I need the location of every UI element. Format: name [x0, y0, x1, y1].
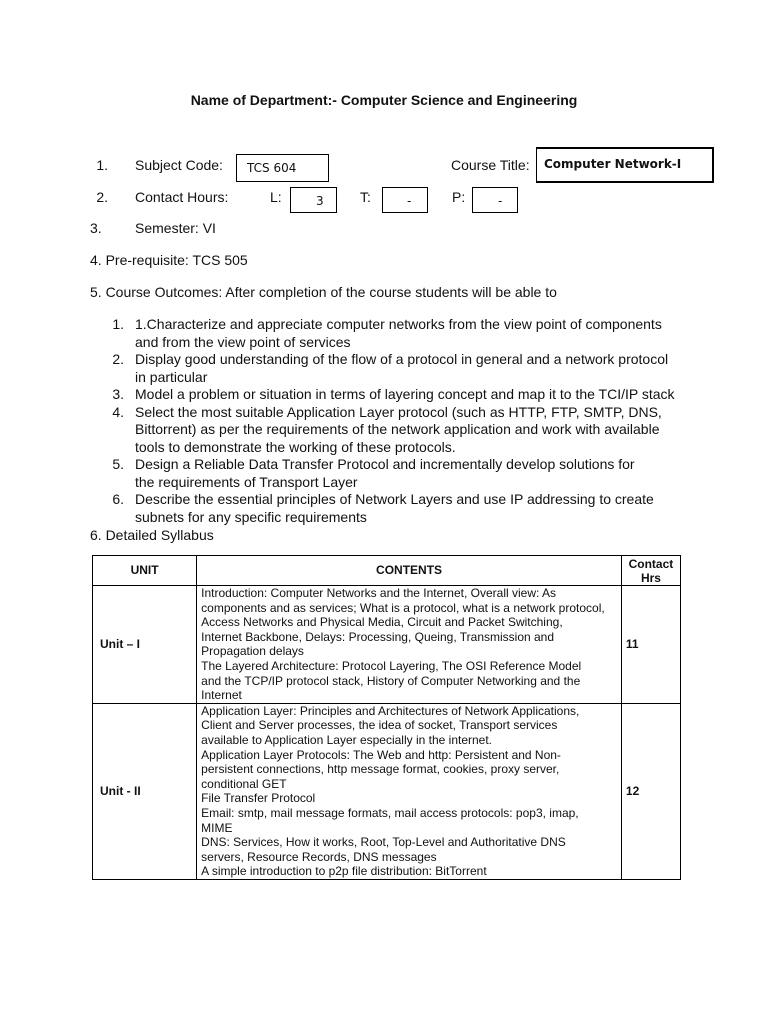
p-label: P: — [452, 189, 466, 205]
contents-line: Internet — [201, 688, 242, 703]
subject-code-value: TCS 604 — [247, 161, 297, 175]
p-field — [472, 187, 518, 213]
semester-label: Semester: VI — [135, 220, 216, 236]
outcome-item — [106, 316, 676, 351]
item-number-1: 1. — [96, 157, 108, 173]
contents-cell — [197, 703, 622, 879]
outcome-line: in particular — [135, 368, 208, 385]
contents-line: Application Layer Protocols: The Web and http: Persistent and Non- — [201, 747, 561, 762]
course-outcomes-list — [106, 316, 676, 526]
contents-line: Application Layer: Principles and Architectures of Network Applications, — [201, 703, 580, 718]
course-title-value: Computer Network-I — [544, 157, 682, 171]
p-value: - — [498, 194, 503, 208]
outcome-item — [106, 404, 676, 457]
t-label: T: — [360, 189, 371, 205]
contents-line: Internet Backbone, Delays: Processing, Queing, Transmission and — [201, 629, 555, 644]
contents-line: and the TCP/IP protocol stack, History of Computer Networking and the — [201, 673, 581, 688]
item-number-3: 3. — [90, 220, 102, 236]
contents-line: components and as services; What is a protocol, what is a network protocol, — [201, 600, 605, 615]
outcome-line: 1.Characterize and appreciate computer networks from the view point of components — [135, 316, 662, 332]
contents-line: The Layered Architecture: Protocol Layering, The OSI Reference Model — [201, 658, 582, 673]
course-outcomes-heading: 5. Course Outcomes: After completion of the course students will be able to — [90, 284, 557, 300]
contents-line: persistent connections, http message format, cookies, proxy server, — [201, 762, 560, 777]
contents-line: available to Application Layer especially in the internet. — [201, 732, 493, 747]
outcome-item — [106, 491, 676, 526]
table-row — [93, 586, 681, 704]
outcome-item — [106, 386, 676, 404]
course-title-label: Course Title: — [451, 157, 530, 173]
contents-column-header: CONTENTS — [197, 556, 622, 586]
outcome-line: Select the most suitable Application Layer protocol (such as HTTP, FTP, SMTP, DNS, — [135, 403, 662, 420]
contents-line: File Transfer Protocol — [201, 791, 316, 806]
t-field — [382, 187, 428, 213]
unit-cell: Unit - II — [93, 703, 197, 879]
outcome-item — [106, 456, 676, 491]
l-label: L: — [270, 189, 282, 205]
outcome-number: 1. — [112, 316, 124, 332]
outcome-line: and from the view point of services — [135, 333, 351, 350]
contents-line: MIME — [201, 820, 233, 835]
hours-cell: 12 — [621, 703, 680, 879]
table-header-row — [93, 556, 681, 586]
hours-header-line: Hrs — [640, 570, 661, 585]
syllabus-table — [92, 555, 681, 880]
l-field — [290, 187, 337, 213]
outcome-number: 6. — [112, 491, 124, 507]
unit-cell: Unit – I — [93, 586, 197, 704]
outcome-line: Design a Reliable Data Transfer Protocol and incrementally develop solutions for — [135, 456, 635, 472]
hours-cell: 11 — [621, 586, 680, 704]
outcome-line: the requirements of Transport Layer — [135, 473, 358, 490]
outcome-line: Model a problem or situation in terms of layering concept and map it to the TCI/IP stack — [135, 386, 675, 402]
outcome-line: Bittorrent) as per the requirements of the network application and work with available — [135, 421, 660, 437]
department-title: Name of Department:- Computer Science and Engineering — [190, 92, 578, 108]
outcome-number: 3. — [112, 386, 124, 402]
unit-column-header: UNIT — [93, 556, 197, 586]
contents-line: A simple introduction to p2p file distribution: BitTorrent — [201, 864, 487, 879]
contents-line: Client and Server processes, the idea of socket, Transport services — [201, 718, 558, 733]
contents-line: servers, Resource Records, DNS messages — [201, 849, 437, 864]
subject-code-label: Subject Code: — [135, 157, 223, 173]
contents-cell — [197, 586, 622, 704]
hours-header-line: Contact — [628, 556, 674, 571]
outcome-line: Display good understanding of the flow of a protocol in general and a network protocol — [135, 351, 669, 367]
contents-line: conditional GET — [201, 776, 287, 791]
outcome-line: Describe the essential principles of Network Layers and use IP addressing to create — [135, 491, 654, 507]
subject-code-field — [236, 154, 329, 182]
contents-line: Propagation delays — [201, 644, 304, 659]
contents-line: Access Networks and Physical Media, Circuit and Packet Switching, — [201, 615, 563, 630]
outcome-number: 2. — [112, 351, 124, 367]
outcome-line: tools to demonstrate the working of these protocols. — [135, 438, 456, 455]
contents-line: Email: smtp, mail message formats, mail access protocols: pop3, imap, — [201, 805, 579, 820]
table-row — [93, 703, 681, 879]
hours-column-header — [621, 556, 680, 586]
contents-line: DNS: Services, How it works, Root, Top-Level and Authoritative DNS — [201, 835, 566, 850]
contact-hours-label: Contact Hours: — [135, 189, 229, 205]
outcome-number: 4. — [112, 403, 124, 420]
contents-line: Introduction: Computer Networks and the Internet, Overall view: As — [201, 586, 557, 600]
outcome-number: 5. — [112, 456, 124, 472]
t-value: - — [407, 194, 412, 208]
outcome-item — [106, 351, 676, 386]
course-title-field — [536, 147, 714, 183]
outcome-line: subnets for any specific requirements — [135, 508, 367, 525]
l-value: 3 — [316, 194, 324, 208]
syllabus-heading: 6. Detailed Syllabus — [90, 527, 214, 543]
prerequisite-text: 4. Pre-requisite: TCS 505 — [90, 252, 248, 268]
item-number-2: 2. — [96, 189, 108, 205]
